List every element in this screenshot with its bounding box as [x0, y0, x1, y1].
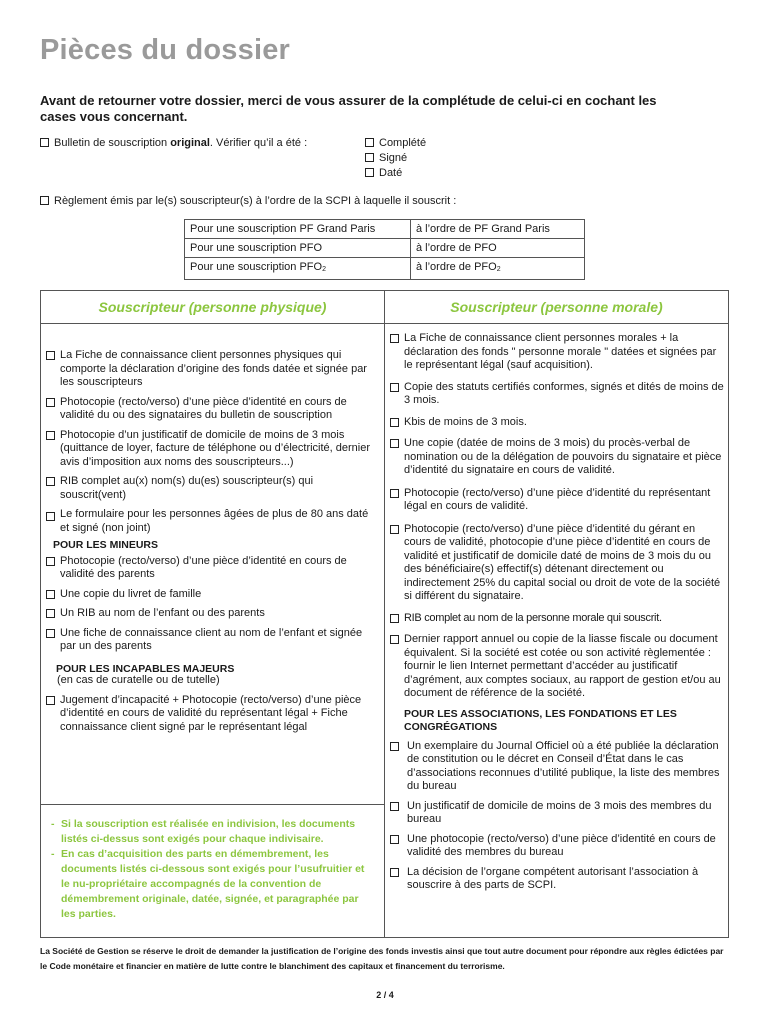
list-item — [46, 508, 378, 535]
list-item — [46, 607, 378, 621]
item-text: Photocopie (recto/verso) d’une pièce d’identité du représentant légal en cours de validité. — [404, 486, 711, 512]
item-checkbox[interactable] — [390, 489, 399, 498]
header-personne-physique: Souscripteur (personne physique) — [98, 299, 327, 315]
item-text: Une copie (datée de moins de 3 mois) du procès-verbal de nomination ou de la délégation de pouvoirs du signataire et pièce d’identité du signataire en cours de validité. — [404, 437, 722, 476]
signed-checkbox[interactable] — [365, 153, 374, 162]
item-checkbox[interactable] — [390, 635, 399, 644]
table-row — [185, 258, 585, 280]
item-checkbox[interactable] — [390, 525, 399, 534]
payment-table — [184, 219, 585, 280]
column-divider — [384, 291, 385, 938]
complete-checkbox[interactable] — [365, 138, 374, 147]
list-item — [390, 416, 724, 430]
item-checkbox[interactable] — [46, 609, 55, 618]
list-item — [46, 475, 378, 502]
list-item — [390, 633, 724, 701]
item-text: La Fiche de connaissance client personnes physiques qui comporte la déclaration d’origine des fonds datée et signée par les souscripteurs — [60, 349, 367, 388]
bulletin-checkbox[interactable] — [40, 138, 49, 147]
item-checkbox[interactable] — [46, 351, 55, 360]
list-item — [46, 694, 378, 735]
item-checkbox[interactable] — [390, 868, 399, 877]
item-text: La Fiche de connaissance client personnes morales + la déclaration des fonds " personne morale " datées et signées par le représentant légal (sauf acquisition). — [404, 332, 717, 371]
page-number: 2 / 4 — [376, 990, 394, 1000]
item-checkbox[interactable] — [390, 334, 399, 343]
bulletin-bold: original — [170, 137, 210, 149]
reglement-text: Règlement émis par le(s) souscripteur(s) à l’ordre de la SCPI à laquelle il souscrit : — [54, 195, 457, 207]
item-text: Une photocopie (recto/verso) d’une pièce d’identité en cours de validité des membres du bureau — [407, 832, 716, 858]
reglement-checkbox[interactable] — [40, 196, 49, 205]
item-checkbox[interactable] — [46, 512, 55, 521]
reglement-row — [40, 194, 456, 209]
item-text: Un exemplaire du Journal Officiel où a été publiée la déclaration de constitution ou le décret en Conseil d’État dans le cas d’associations reconnues d’utilité publique, la liste des membres du bureau — [407, 739, 720, 792]
right-column — [390, 332, 724, 899]
list-item — [390, 487, 724, 514]
note-text: En cas d’acquisition des parts en démembrement, les documents listés ci-dessous sont exigés pour l’usufruitier et le nu-propriétaire accompagnés de la convention de démembrement originale, datée, signée, et paragraphée par les parties. — [61, 848, 365, 920]
check-label: Daté — [379, 167, 403, 179]
item-checkbox[interactable] — [46, 590, 55, 599]
dated-checkbox[interactable] — [365, 168, 374, 177]
table-cell — [185, 258, 411, 280]
item-checkbox[interactable] — [390, 802, 399, 811]
list-item — [46, 396, 378, 423]
item-checkbox[interactable] — [46, 629, 55, 638]
item-text: La décision de l’organe compétent autorisant l’association à souscrire à des parts de SCPI. — [407, 865, 699, 891]
list-item — [390, 800, 724, 827]
item-checkbox[interactable] — [390, 418, 399, 427]
check-label: Complété — [379, 137, 427, 149]
note-dash: - — [51, 848, 55, 860]
incapables-heading: POUR LES INCAPABLES MAJEURS — [56, 662, 235, 675]
item-text: Kbis de moins de 3 mois. — [404, 415, 527, 428]
list-item — [390, 866, 724, 893]
header-divider — [41, 323, 728, 324]
table-cell: à l’ordre de PFO — [411, 239, 585, 258]
list-item — [46, 429, 378, 470]
table-cell — [411, 258, 585, 280]
subscript: 2 — [322, 266, 326, 273]
bulletin-suffix: . Vérifier qu’il a été : — [209, 137, 308, 149]
left-column — [46, 349, 378, 740]
header-personne-morale: Souscripteur (personne morale) — [450, 299, 663, 315]
notes-divider — [41, 804, 384, 805]
table-row — [185, 239, 585, 258]
check-label: Signé — [379, 152, 408, 164]
item-text: RIB complet au nom de la personne morale qui souscrit. — [404, 611, 662, 624]
item-text: Un justificatif de domicile de moins de 3 mois des membres du bureau — [407, 799, 712, 825]
list-item — [46, 555, 378, 582]
list-item — [390, 523, 724, 604]
item-checkbox[interactable] — [390, 835, 399, 844]
item-text: Une fiche de connaissance client au nom de l’enfant et signée par un des parents — [60, 626, 363, 652]
item-text: Dernier rapport annuel ou copie de la liasse fiscale ou document équivalent. Si la société est cotée ou son activité règlementée : fournir le lien Internet permettant d’accéder au justificatif d’agrément, aux comptes sociaux, au rapport de gestion et/ou au document de référence de la société. — [404, 633, 721, 699]
mineurs-heading: POUR LES MINEURS — [53, 539, 159, 551]
item-text: Jugement d’incapacité + Photocopie (recto/verso) d’une pièce d’identité en cours de validité du représentant légal + Fiche connaissance client signé par le représentant légal — [60, 693, 362, 733]
footer-disclaimer: La Société de Gestion se réserve le droit de demander la justification de l’origine des fonds investis ainsi que tout autre document pour répondre aux règles édictées par le Code monétaire et financier en matière de lutte contre le blanchiment des capitaux et financement du terrorisme. — [40, 946, 724, 971]
item-text: Photocopie d’un justificatif de domicile de moins de 3 mois (quittance de loyer, facture de téléphone ou d’électricité, dernier avis d’imposition aux noms des souscripteurs...) — [60, 428, 371, 468]
bulletin-row — [40, 136, 307, 151]
bulletin-prefix: Bulletin de souscription — [54, 137, 171, 149]
list-item — [46, 588, 378, 602]
item-checkbox[interactable] — [46, 477, 55, 486]
item-text: Une copie du livret de famille — [60, 587, 202, 600]
list-item — [390, 437, 724, 478]
item-checkbox[interactable] — [46, 398, 55, 407]
item-checkbox[interactable] — [390, 614, 399, 623]
item-checkbox[interactable] — [46, 696, 55, 705]
subscript: 2 — [496, 266, 501, 273]
list-item — [390, 332, 724, 373]
item-text: Photocopie (recto/verso) d’une pièce d’identité en cours de validité du ou des signataires du bulletin de souscription — [60, 395, 347, 421]
note-text: Si la souscription est réalisée en indivision, les documents listés ci-dessus sont exigés pour chaque indivisaire. — [61, 818, 356, 845]
item-checkbox[interactable] — [390, 742, 399, 751]
list-item — [390, 833, 724, 860]
incapables-subheading: (en cas de curatelle ou de tutelle) — [57, 674, 220, 686]
list-item — [390, 612, 724, 626]
documents-table — [40, 290, 729, 938]
list-item — [390, 740, 724, 794]
item-text: Copie des statuts certifiés conformes, signés et dités de moins de 3 mois. — [404, 380, 724, 406]
table-cell: Pour une souscription PF Grand Paris — [185, 220, 411, 239]
item-text: Un RIB au nom de l’enfant ou des parents — [60, 607, 265, 619]
intro-text: Avant de retourner votre dossier, merci de vous assurer de la complétude de celui-ci en cochant les cases vous concernant. — [40, 93, 657, 124]
bulletin-checks — [365, 136, 426, 181]
page-title: Pièces du dossier — [40, 34, 291, 66]
item-text: RIB complet au(x) nom(s) du(es) souscripteur(s) qui souscrit(vent) — [60, 475, 314, 501]
cell-text: Pour une souscription PFO — [190, 261, 323, 273]
item-checkbox[interactable] — [390, 383, 399, 392]
note-dash: - — [51, 818, 55, 830]
item-text: Photocopie (recto/verso) d’une pièce d’identité du gérant en cours de validité, photocopie d’une pièce d’identité en cours de validité et justificatif de domicile daté de moins de 3 mois du ou des bénéficiaire(s) effectif(s) détenant directement ou indirectement 25% du capital social ou droit de vote de la société si différent du signataire. — [404, 522, 721, 602]
table-cell: à l’ordre de PF Grand Paris — [411, 220, 585, 239]
table-row — [185, 220, 585, 239]
associations-heading: POUR LES ASSOCIATIONS, LES FONDATIONS ET LES CONGRÉGATIONS — [404, 707, 677, 733]
list-item — [46, 349, 378, 390]
table-cell: Pour une souscription PFO — [185, 239, 411, 258]
item-text: Photocopie (recto/verso) d’une pièce d’identité en cours de validité des parents — [60, 554, 347, 580]
item-text: Le formulaire pour les personnes âgées de plus de 80 ans daté et signé (non joint) — [60, 508, 369, 534]
item-checkbox[interactable] — [46, 557, 55, 566]
notes-block — [51, 817, 376, 922]
item-checkbox[interactable] — [46, 431, 55, 440]
cell-text: à l’ordre de PFO — [416, 261, 497, 273]
list-item — [46, 627, 378, 654]
list-item — [390, 381, 724, 408]
item-checkbox[interactable] — [390, 439, 399, 448]
